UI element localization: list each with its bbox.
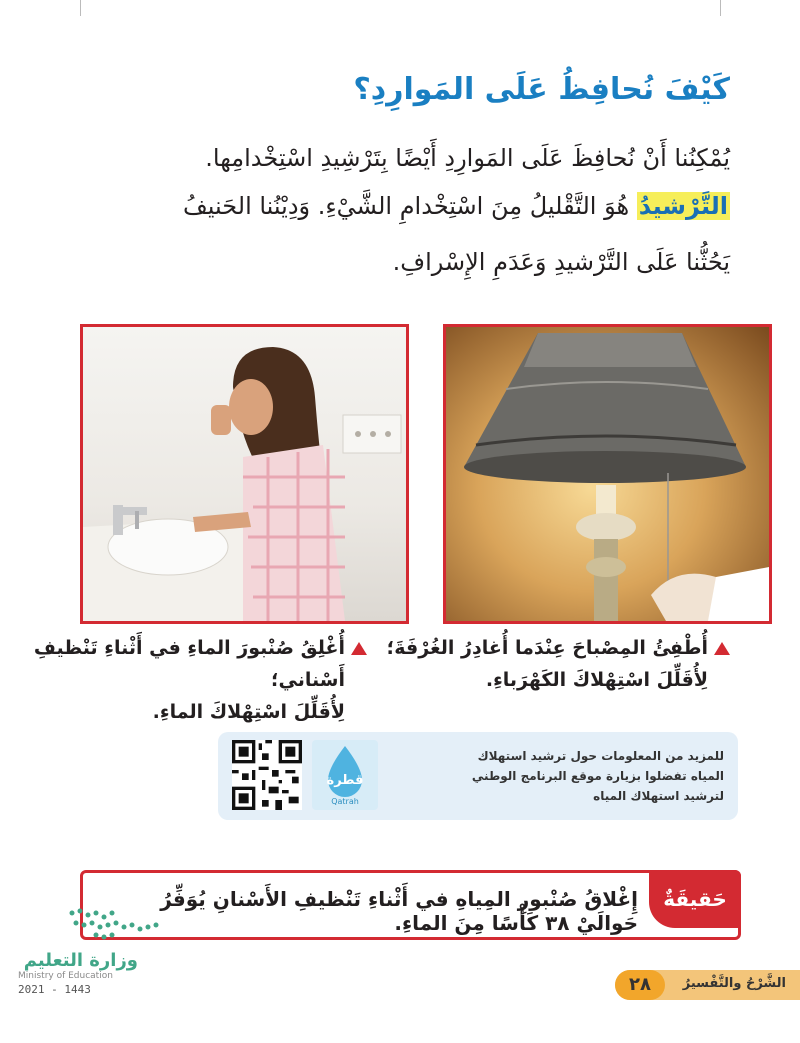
lamp-illustration xyxy=(446,327,769,621)
sink-photo xyxy=(80,324,409,624)
girl-brushing-illustration xyxy=(83,327,406,621)
tap-caption xyxy=(15,632,367,728)
crop-mark xyxy=(720,0,721,16)
paragraph-line-1: يُمْكِنُنا أَنْ نُحافِظَ عَلَى المَوارِدِ أَيْضًا بِتَرْشِيدِ اسْتِخْدامِها. xyxy=(205,144,730,172)
more-info-text xyxy=(394,746,724,806)
fact-tag: حَقيقَةٌ xyxy=(649,870,741,928)
paragraph-line-3: يَحُثُّنا عَلَى التَّرْشيدِ وَعَدَمِ الإِسْرافِ. xyxy=(392,248,730,276)
ministry-dots-icon xyxy=(66,905,166,945)
tap-caption-line-1: أُغْلِقُ صُنْبورَ الماءِ في أَثْناءِ تَنْظيفِ أَسْناني؛ xyxy=(33,637,345,691)
section-heading: كَيْفَ نُحافِظُ عَلَى المَوارِدِ؟ xyxy=(353,72,730,107)
fact-box xyxy=(80,870,741,940)
page-footer-tab xyxy=(615,970,800,1000)
lesson-phase-label: الشَّرْحُ والتَّفْسيرُ xyxy=(682,976,786,991)
ministry-arabic: وزارة التعليم xyxy=(23,950,138,971)
info-line-3: لترشيد استهلاك المياه xyxy=(593,789,724,803)
qatrah-logo xyxy=(312,740,378,810)
crop-mark xyxy=(80,0,81,16)
edition-year: 2021 - 1443 xyxy=(18,983,91,996)
lamp-caption-line-2: لِأُقَلِّلَ اسْتِهْلاكَ الكَهْرَباءِ. xyxy=(485,669,708,691)
triangle-bullet-icon xyxy=(714,642,730,655)
qatrah-logo-sub: Qatrah xyxy=(331,797,359,806)
lamp-caption-line-1: أُطْفِئُ المِصْباحَ عِنْدَما أُغادِرُ الغُرْفَةَ؛ xyxy=(386,637,708,659)
triangle-bullet-icon xyxy=(351,642,367,655)
qatrah-logo-text: قطرة xyxy=(326,773,364,788)
fact-text: إِغْلاقُ صُنْبورِ المِياهِ في أَثْناءِ تَنْظيفِ الأَسْنانِ يُوَفِّرُ حَوالَيْ ٣٨ كَأْسًا مِنَ الماءِ. xyxy=(160,887,638,935)
page-number: ٢٨ xyxy=(615,970,665,1000)
ministry-english: Ministry of Education xyxy=(18,971,113,981)
tap-caption-line-2: لِأُقَلِّلَ اسْتِهْلاكَ الماءِ. xyxy=(152,701,345,723)
info-line-1: للمزيد من المعلومات حول ترشيد استهلاك xyxy=(477,749,724,763)
more-info-box xyxy=(218,732,738,820)
lamp-caption xyxy=(378,632,730,696)
info-line-2: المياه تفضلوا بزيارة موقع البرنامج الوطني xyxy=(471,769,724,783)
highlighted-term: التَّرْشيدُ xyxy=(638,192,728,220)
paragraph-line-2 xyxy=(70,186,730,226)
lamp-photo xyxy=(443,324,772,624)
qr-code-icon[interactable] xyxy=(232,740,302,810)
paragraph-line-2-text: هُوَ التَّقْليلُ مِنَ اسْتِخْدامِ الشَّيْءِ. وَدِيْنُنا الحَنيفُ xyxy=(182,192,630,220)
ministry-logo xyxy=(18,950,138,996)
